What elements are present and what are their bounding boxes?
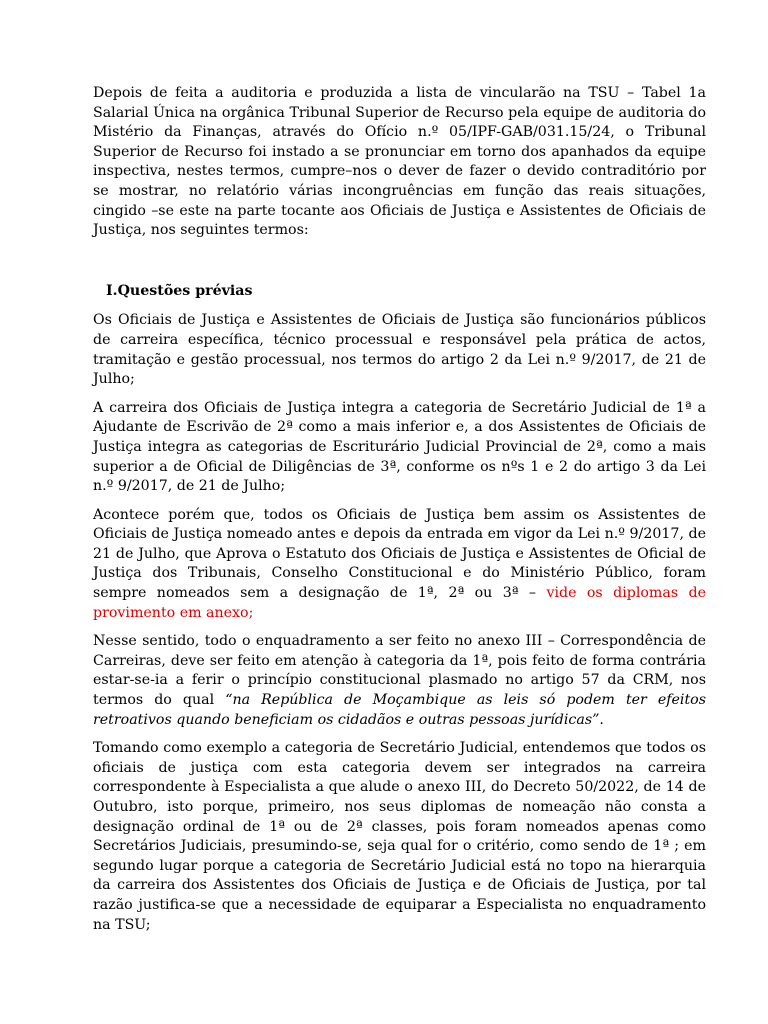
paragraph-4-text: Nesse sentido, todo o enquadramento a ser feito no anexo III – Correspondência de Carreiras, deve ser feito em atenção à categoria da 1ª, pois feito de forma contrária estar-se-ia a ferir o princípio constitucional plasmado no artigo 57 da CRM, nos termos do qual <box>93 633 706 709</box>
annex-reference-link: vide os diplomas de provimento em anexo; <box>93 585 706 621</box>
paragraph-5: Tomando como exemplo a categoria de Secretário Judicial, entendemos que todos os oficiais de justiça com esta categoria devem ser integrados na carreira correspondente à Especialista a que alude o anexo III, do Decreto 50/2022, de 14 de Outubro, isto porque, primeiro, nos seus diplomas de nomeação não consta a designação ordinal de 1ª ou de 2ª classes, pois foram nomeados apenas como Secretários Judiciais, presumindo-se, seja qual for o critério, como sendo de 1ª ; em segundo lugar porque a categoria de Secretário Judicial está no topo na hierarquia da carreira dos Assistentes dos Oficiais de Justiça e de Oficiais de Justiça, por tal razão justifica-se que a necessidade de equiparar a Especialista no enquadramento na TSU; <box>93 740 706 933</box>
document-page <box>93 84 706 944</box>
paragraph-3-text: Acontece porém que, todos os Oficiais de Justiça bem assim os Assistentes de Oficiais de Justiça nomeado antes e depois da entrada em vigor da Lei n.º 9/2017, de 21 de Julho, que Aprova o Estatuto dos Oficiais de Justiça e Assistentes de Oficial de Justiça dos Tribunais, Conselho Constitucional e do Ministério Público, foram sempre nomeados sem a designação de 1ª, 2ª ou 3ª – <box>93 506 706 602</box>
paragraph-2: A carreira dos Oficiais de Justiça integra a categoria de Secretário Judicial de 1ª a Ajudante de Escrivão de 2ª como a mais inferior e, a dos Assistentes de Oficiais de Justiça integra as categorias de Escriturário Judicial Provincial de 2ª, como a mais superior a de Oficial de Diligências de 3ª, conforme os nºs 1 e 2 do artigo 3 da Lei n.º 9/2017, de 21 de Julho; <box>93 399 706 495</box>
paragraph-4 <box>93 632 706 730</box>
paragraph-3 <box>93 506 706 624</box>
section-heading: I.Questões prévias <box>106 282 253 299</box>
paragraph-1: Os Oficiais de Justiça e Assistentes de Oficiais de Justiça são funcionários públicos de carreira específica, técnico processual e responsável pela prática de actos, tramitação e gestão processual, nos termos do artigo 2 da Lei n.º 9/2017, de 21 de Julho; <box>93 312 706 388</box>
intro-paragraph: Depois de feita a auditoria e produzida a lista de vincularão na TSU – Tabel 1a Salarial Única na orgânica Tribunal Superior de Recurso pela equipe de auditoria do Mistério da Finanças, através do Ofício n.º 05/IPF-GAB/031.15/24, o Tribunal Superior de Recurso foi instado a se pronunciar em torno dos apanhados da equipe inspectiva, nestes termos, cumpre–nos o dever de fazer o devido contraditório por se mostrar, no relatório várias incongruências em função das reais situações, cingido –se este na parte tocante aos Oficiais de Justiça e Assistentes de Oficiais de Justiça, nos seguintes termos: <box>93 85 706 239</box>
constitutional-quote: “na República de Moçambique as leis só podem ter efeitos retroativos quando beneficiam os cidadãos e outras pessoas jurídicas” <box>93 692 706 728</box>
paragraph-4-end: . <box>599 711 604 728</box>
